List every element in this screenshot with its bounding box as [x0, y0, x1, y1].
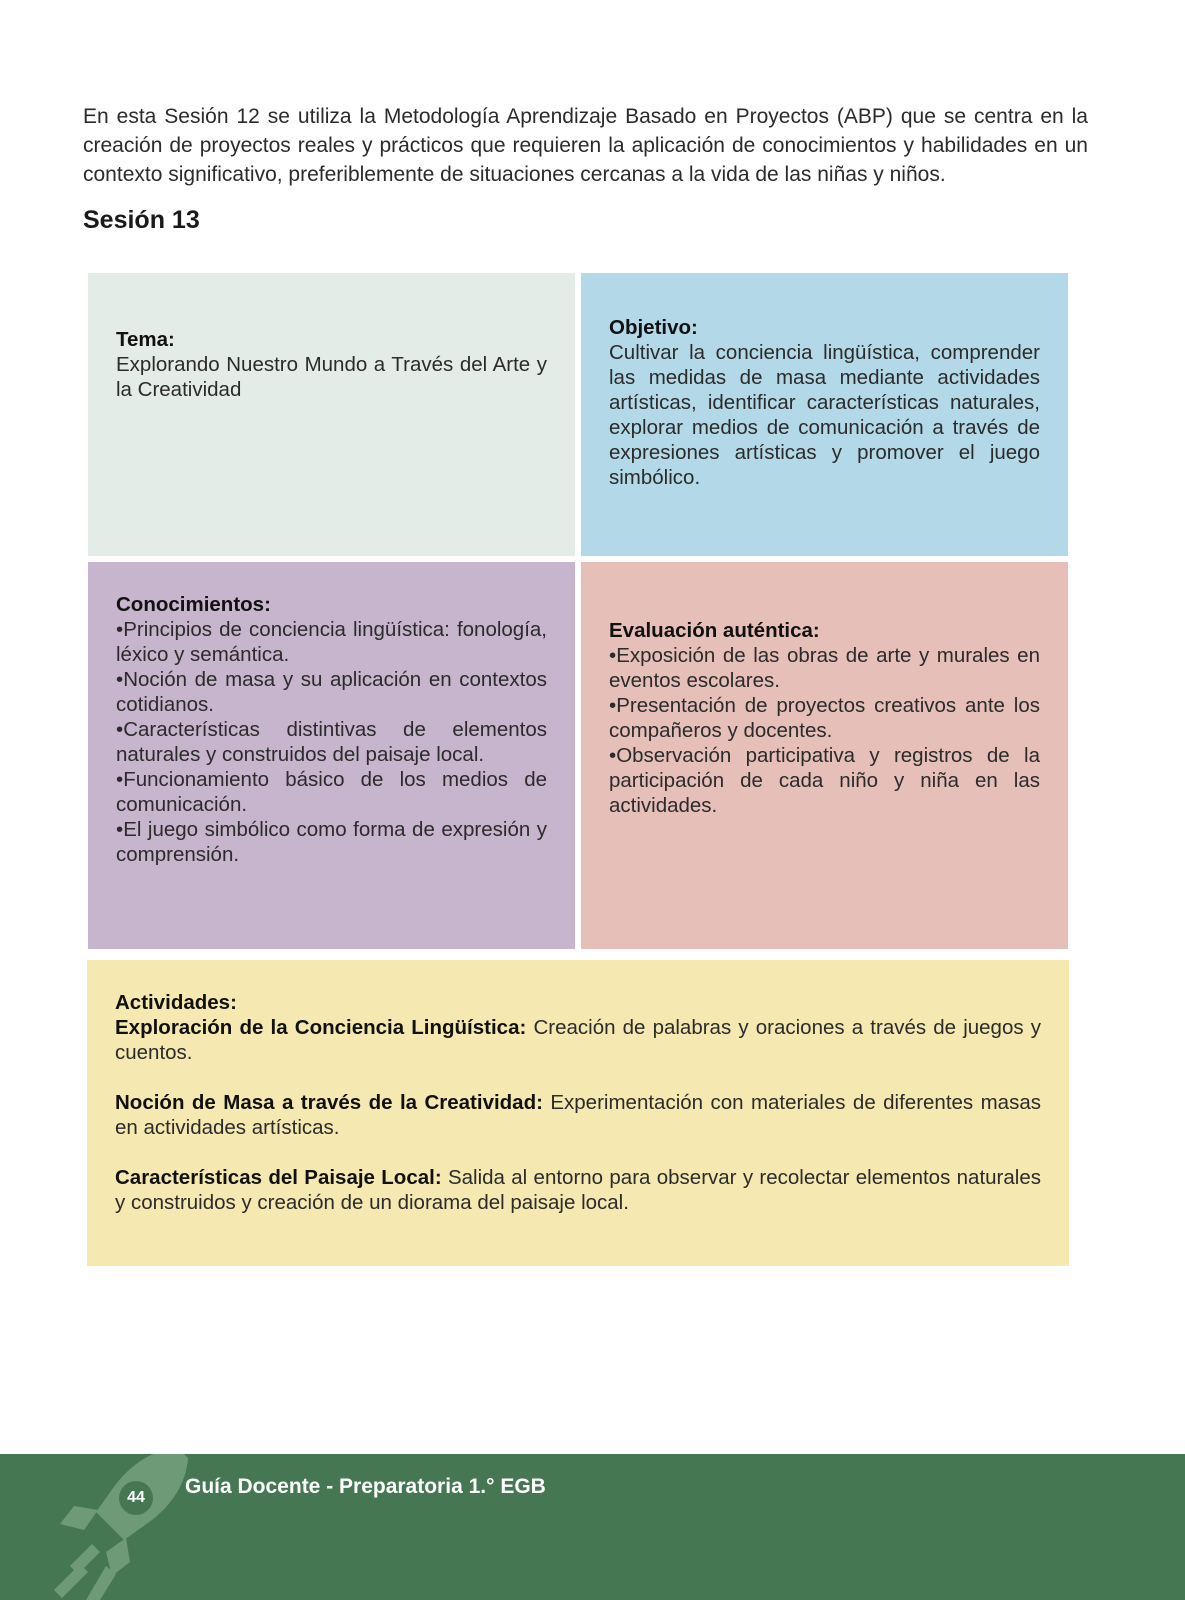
actividad-item: [115, 1165, 1041, 1215]
conocimientos-box: [88, 562, 575, 949]
footer-title: Guía Docente - Preparatoria 1.° EGB: [185, 1475, 546, 1498]
actividad-text: Creación de palabras y oraciones a través de juegos y cuentos.: [115, 1016, 1041, 1064]
session-title: Sesión 13: [83, 206, 200, 234]
objetivo-label: Objetivo:: [609, 316, 698, 339]
tema-text: Explorando Nuestro Mundo a Través del Arte y la Creatividad: [116, 353, 547, 401]
actividad-item: [115, 1090, 1041, 1140]
objetivo-text: Cultivar la conciencia lingüística, comprender las medidas de masa mediante actividades artísticas, identificar características naturales, explorar medios de comunicación a través de expresiones artísticas y promover el juego simbólico.: [609, 341, 1040, 489]
list-item: • Presentación de proyectos creativos ante los compañeros y docentes.: [609, 693, 1040, 743]
actividad-text: Experimentación con materiales de diferentes masas en actividades artísticas.: [115, 1091, 1041, 1139]
list-item: • Observación participativa y registros de la participación de cada niño y niña en las actividades.: [609, 743, 1040, 818]
evaluacion-list: [609, 643, 1040, 818]
actividad-text: Salida al entorno para observar y recolectar elementos naturales y construidos y creación de un diorama del paisaje local.: [115, 1166, 1041, 1214]
actividad-title: Características del Paisaje Local:: [115, 1166, 442, 1189]
evaluacion-label: Evaluación auténtica:: [609, 619, 820, 642]
page-number: 44: [119, 1481, 153, 1515]
actividades-label: Actividades:: [115, 991, 237, 1014]
list-item: • Funcionamiento básico de los medios de comunicación.: [116, 767, 547, 817]
list-item: • Noción de masa y su aplicación en contextos cotidianos.: [116, 667, 547, 717]
objetivo-box: [581, 273, 1068, 556]
actividades-box: [87, 960, 1069, 1266]
evaluacion-box: [581, 562, 1068, 949]
rocket-icon: [40, 1454, 200, 1600]
tema-box: [88, 273, 575, 556]
list-item: • Principios de conciencia lingüística: fonología, léxico y semántica.: [116, 617, 547, 667]
actividad-title: Exploración de la Conciencia Lingüística:: [115, 1016, 527, 1039]
list-item: • Exposición de las obras de arte y murales en eventos escolares.: [609, 643, 1040, 693]
tema-label: Tema:: [116, 328, 175, 351]
actividad-title: Noción de Masa a través de la Creatividad:: [115, 1091, 543, 1114]
list-item: • El juego simbólico como forma de expresión y comprensión.: [116, 817, 547, 867]
conocimientos-label: Conocimientos:: [116, 593, 271, 616]
page-footer: [0, 1454, 1185, 1600]
intro-paragraph: En esta Sesión 12 se utiliza la Metodología Aprendizaje Basado en Proyectos (ABP) que se centra en la creación de proyectos reales y prácticos que requieren la aplicación de conocimientos y habilidades en un contexto significativo, preferiblemente de situaciones cercanas a la vida de las niñas y niños.: [83, 105, 1088, 186]
list-item: • Características distintivas de elementos naturales y construidos del paisaje local.: [116, 717, 547, 767]
actividad-item: [115, 1015, 1041, 1065]
conocimientos-list: [116, 617, 547, 867]
